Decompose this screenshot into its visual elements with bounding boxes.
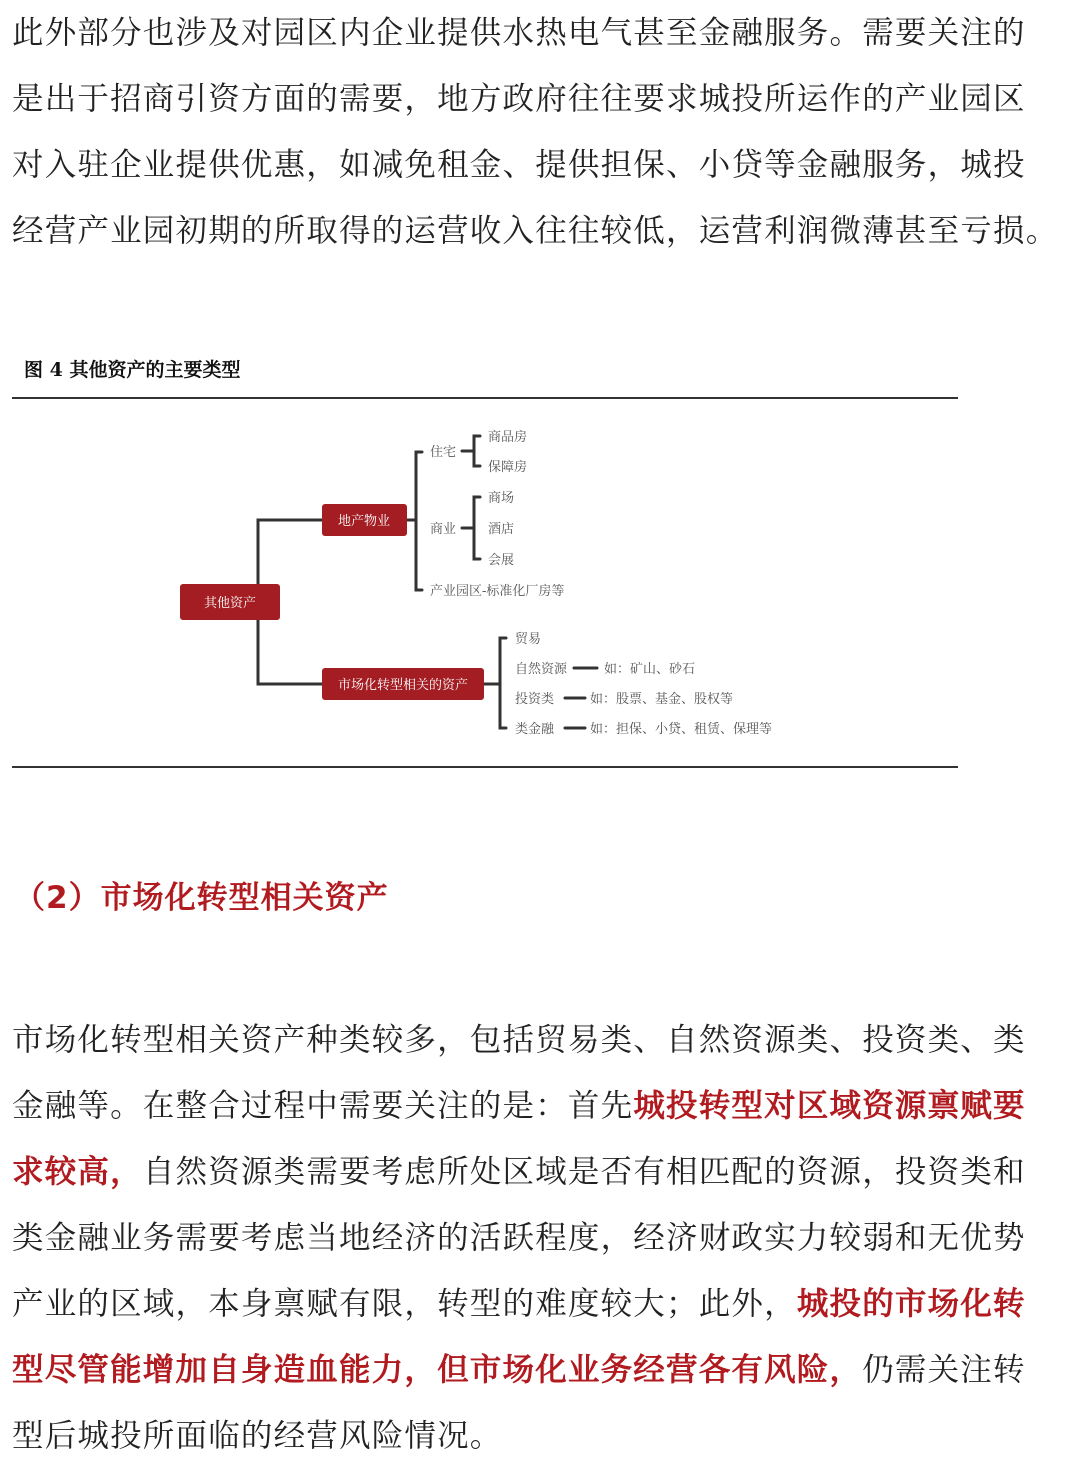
body-text: 产业的区域，本身禀赋有限，转型的难度较大；此外， xyxy=(12,1286,797,1322)
node-quasi-finance: 类金融 xyxy=(515,722,555,737)
highlight-text: 求较高， xyxy=(12,1154,143,1190)
body-line xyxy=(12,1403,1072,1469)
node-convention: 会展 xyxy=(488,553,515,568)
connector-root-branch1 xyxy=(258,520,322,584)
node-industrial-park: 产业园区-标准化厂房等 xyxy=(430,584,565,599)
branch1-node-label: 地产物业 xyxy=(337,514,391,529)
body-line xyxy=(12,1271,1072,1337)
node-commercial: 商业 xyxy=(430,522,457,537)
node-quasi-finance-detail: 如：担保、小贷、租赁、保理等 xyxy=(590,722,773,737)
body-line xyxy=(12,1337,1072,1403)
node-affordable-housing: 保障房 xyxy=(488,460,528,475)
body-text: 型后城投所面临的经营风险情况。 xyxy=(12,1418,503,1454)
body-text: 仍需关注转 xyxy=(862,1352,1026,1388)
highlight-text: 城投的市场化转 xyxy=(796,1286,1026,1322)
node-trade: 贸易 xyxy=(515,632,542,647)
highlight-text: 型尽管能增加自身造血能力，但市场化业务经营各有风险， xyxy=(12,1352,863,1388)
node-natural-resources-detail: 如：矿山、砂石 xyxy=(604,662,696,677)
node-commercial-housing: 商品房 xyxy=(488,430,528,445)
node-investment: 投资类 xyxy=(515,692,555,707)
intro-line: 经营产业园初期的所取得的运营收入往往较低，运营利润微薄甚至亏损。 xyxy=(12,213,1059,249)
connector-root-branch2 xyxy=(258,620,322,684)
intro-line: 是出于招商引资方面的需要，地方政府往往要求城投所运作的产业园区 xyxy=(12,81,1026,117)
body-text: 自然资源类需要考虑所处区域是否有相匹配的资源，投资类和 xyxy=(142,1154,1026,1190)
intro-line: 此外部分也涉及对园区内企业提供水热电气甚至金融服务。需要关注的 xyxy=(12,15,1026,51)
body-line xyxy=(12,1139,1072,1205)
body-line xyxy=(12,1205,1072,1271)
highlight-text: 城投转型对区域资源禀赋要 xyxy=(633,1088,1026,1124)
node-natural-resources: 自然资源 xyxy=(515,662,568,677)
body-paragraph xyxy=(12,1007,1072,1469)
body-line xyxy=(12,1007,1072,1073)
section-heading: （2）市场化转型相关资产 xyxy=(14,880,389,916)
node-mall: 商场 xyxy=(488,491,515,506)
branch2-node-label: 市场化转型相关的资产 xyxy=(337,678,469,693)
body-text: 金融等。在整合过程中需要关注的是：首先 xyxy=(12,1088,634,1124)
body-text: 类金融业务需要考虑当地经济的活跃程度，经济财政实力较弱和无优势 xyxy=(12,1220,1026,1256)
node-investment-detail: 如：股票、基金、股权等 xyxy=(590,692,734,707)
body-text: 市场化转型相关资产种类较多，包括贸易类、自然资源类、投资类、类 xyxy=(12,1022,1026,1058)
node-residential: 住宅 xyxy=(430,445,457,460)
intro-line: 对入驻企业提供优惠，如减免租金、提供担保、小贷等金融服务，城投 xyxy=(12,147,1026,183)
body-line xyxy=(12,1073,1072,1139)
root-node-label: 其他资产 xyxy=(203,596,257,611)
node-hotel: 酒店 xyxy=(488,522,515,537)
figure-title: 图 4 其他资产的主要类型 xyxy=(24,359,241,381)
